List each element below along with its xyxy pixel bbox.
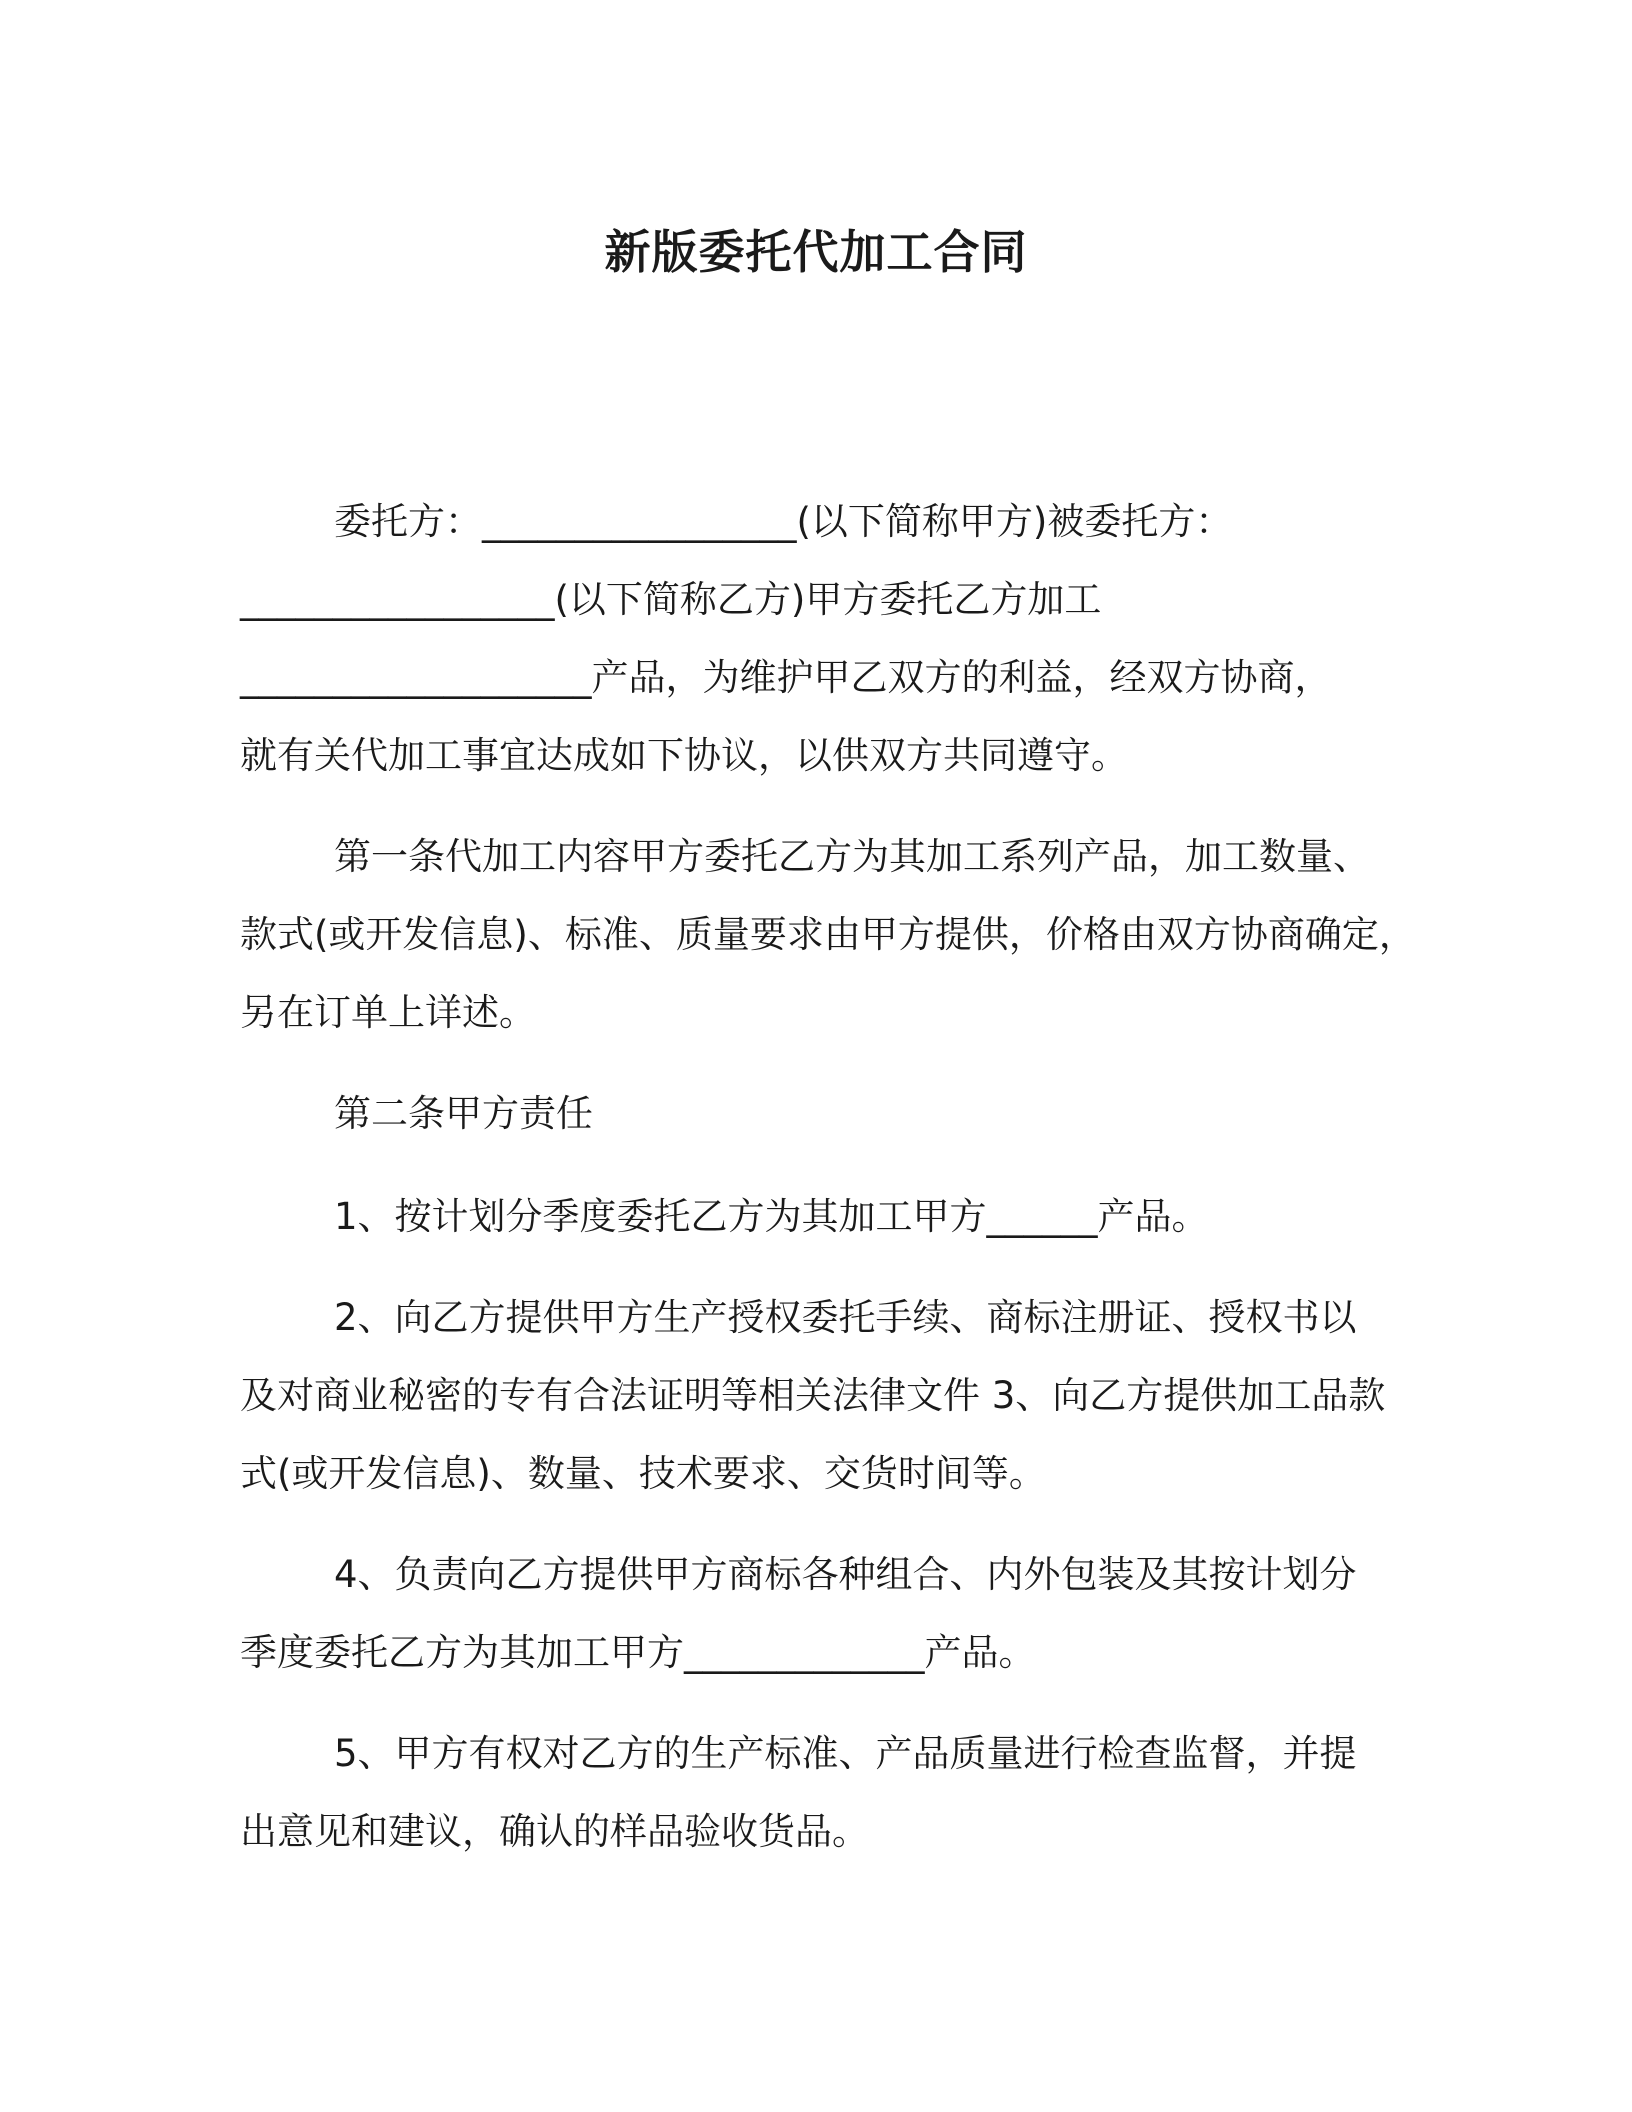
- text-line: 季度委托乙方为其加工甲方_____________产品。: [240, 1631, 1036, 1674]
- text-line: 5、甲方有权对乙方的生产标准、产品质量进行检查监督，并提: [334, 1732, 1357, 1775]
- text-line: 2、向乙方提供甲方生产授权委托手续、商标注册证、授权书以: [334, 1296, 1357, 1339]
- text-line: 式(或开发信息)、数量、技术要求、交货时间等。: [240, 1452, 1046, 1495]
- text-line: 另在订单上详述。: [240, 991, 536, 1034]
- text-line: _________________(以下简称乙方)甲方委托乙方加工: [240, 578, 1102, 621]
- section-heading: 第二条甲方责任: [334, 1092, 593, 1135]
- text-line: 委托方：_________________(以下简称甲方)被委托方：: [334, 500, 1233, 543]
- text-line: 及对商业秘密的专有合法证明等相关法律文件 3、向乙方提供加工品款: [240, 1374, 1386, 1417]
- text-line: 款式(或开发信息)、标准、质量要求由甲方提供，价格由双方协商确定，: [240, 913, 1416, 956]
- text-line: 出意见和建议，确认的样品验收货品。: [240, 1810, 869, 1853]
- text-line: 第一条代加工内容甲方委托乙方为其加工系列产品，加工数量、: [334, 835, 1370, 878]
- text-line: ___________________产品，为维护甲乙双方的利益，经双方协商，: [240, 656, 1332, 699]
- text-line: 就有关代加工事宜达成如下协议，以供双方共同遵守。: [240, 734, 1128, 777]
- text-line: 4、负责向乙方提供甲方商标各种组合、内外包装及其按计划分: [334, 1553, 1357, 1596]
- text-line: 1、按计划分季度委托乙方为其加工甲方______产品。: [334, 1195, 1209, 1238]
- document-title: 新版委托代加工合同: [604, 225, 1028, 279]
